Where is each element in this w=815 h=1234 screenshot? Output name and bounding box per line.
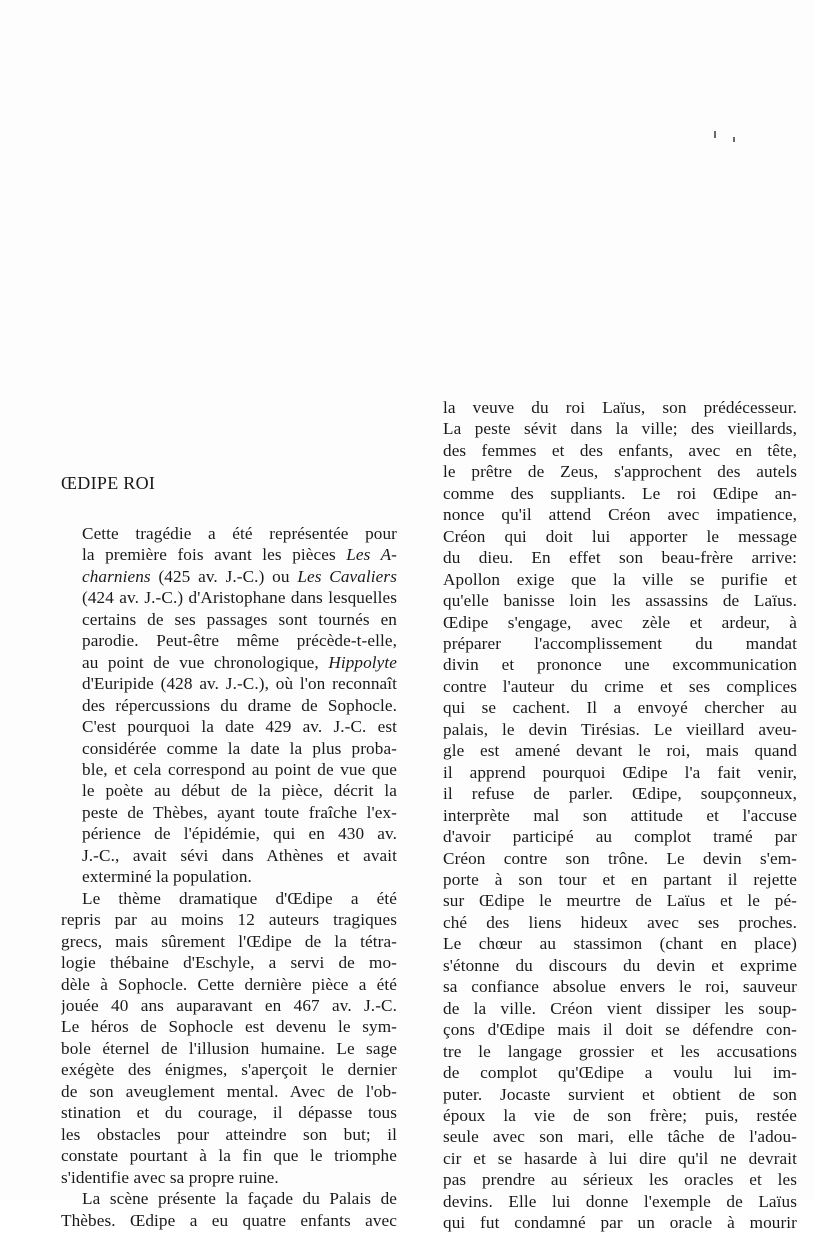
text-line: divin et prononce une excommunication — [443, 655, 797, 675]
text-line: cir et se hasarde à lui dire qu'il ne devrait — [443, 1148, 797, 1168]
text-line: Créon qui doit lui apporter le message — [443, 526, 797, 546]
text-line: périence de l'épidémie, qui en 430 av. — [82, 824, 397, 844]
text-line: du dieu. En effet son beau-frère arrive: — [443, 548, 797, 568]
paragraph-2 — [61, 888, 397, 1188]
text-line: palais, le devin Tirésias. Le vieillard aveu- — [443, 719, 797, 739]
text-line: certains de ses passages sont tournés en — [82, 609, 397, 629]
text-line: de son aveuglement mental. Avec de l'ob- — [61, 1081, 397, 1101]
text-line: Cette tragédie a été représentée pour — [82, 524, 397, 543]
text-line: parodie. Peut-être même précède-t-elle, — [82, 631, 397, 651]
text-line: bole éternel de l'illusion humaine. Le sage — [61, 1038, 397, 1058]
text-line: qui se cachent. Il a envoyé chercher au — [443, 698, 797, 718]
text-line: sa confiance absolue envers le roi, sauveur — [443, 977, 797, 997]
text-line: seule avec son mari, elle tâche de l'adou- — [443, 1127, 797, 1147]
text-line: puter. Jocaste survient et obtient de son — [443, 1084, 797, 1104]
text-line: d'avoir participé au complot tramé par — [443, 827, 797, 847]
text-line: considérée comme la date la plus proba- — [82, 738, 397, 758]
text-line: devins. Elle lui donne l'exemple de Laïus — [443, 1191, 797, 1211]
text-line: comme des suppliants. Le roi Œdipe an- — [443, 483, 797, 503]
text-line: de la ville. Créon vient dissiper les soup- — [443, 998, 797, 1018]
text-line: pas prendre au sérieux les oracles et les — [443, 1170, 797, 1190]
text-line: grecs, mais sûrement l'Œdipe de la tétra- — [61, 931, 397, 951]
text-line: Le héros de Sophocle est devenu le sym- — [61, 1017, 397, 1037]
text-line: exégète des énigmes, s'aperçoit le dernier — [61, 1060, 397, 1080]
play-title: Les Cavaliers — [297, 566, 397, 586]
text-line: la première fois avant les pièces Les A- — [82, 545, 397, 565]
text-line: charniens (425 av. J.-C.) ou Les Cavaliers — [82, 566, 397, 586]
text-line: qu'elle banisse loin les assassins de Laïus. — [443, 591, 797, 611]
paragraph-3 — [61, 1188, 397, 1231]
text-line: contre l'auteur du crime et ses complices — [443, 676, 797, 696]
text-line: nonce qu'il attend Créon avec impatience, — [443, 505, 797, 525]
text-line: au point de vue chronologique, Hippolyte — [82, 652, 397, 672]
text-line: peste de Thèbes, ayant toute fraîche l'ex- — [82, 802, 397, 822]
text-line: s'identifie avec sa propre ruine. — [61, 1167, 279, 1187]
text-line: tre le langage grossier et les accusations — [443, 1041, 797, 1061]
right-column — [443, 397, 797, 1234]
play-title: charniens — [82, 566, 151, 586]
text-line: La scène présente la façade du Palais de — [82, 1189, 397, 1209]
text-line: stination et du courage, il dépasse tous — [61, 1103, 397, 1123]
play-title: Les A- — [346, 545, 397, 565]
page-title: ŒDIPE ROI — [61, 473, 156, 493]
paragraph-4 — [443, 397, 797, 1234]
left-column — [61, 472, 397, 1231]
text-line: ble, et cela correspond au point de vue que — [82, 759, 397, 779]
text-line: il apprend pourquoi Œdipe l'a fait venir, — [443, 762, 797, 782]
text-line: des répercussions du drame de Sophocle. — [82, 695, 397, 715]
text-line: Apollon exige que la ville se purifie et — [443, 569, 797, 589]
text-line: dèle à Sophocle. Cette dernière pièce a été — [61, 974, 397, 994]
text-line: Thèbes. Œdipe a eu quatre enfants avec — [61, 1210, 397, 1230]
text-line: gle est amené devant le roi, mais quand — [443, 741, 797, 761]
paragraph-1 — [61, 523, 397, 888]
text-line: repris par au moins 12 auteurs tragiques — [61, 910, 397, 930]
text-line: constate pourtant à la fin que le triomphe — [61, 1146, 397, 1166]
text-line: porte à son tour et en partant il rejette — [443, 869, 797, 889]
text-line: interprète mal son attitude et l'accuse — [443, 805, 797, 825]
text-line: il refuse de parler. Œdipe, soupçonneux, — [443, 784, 797, 804]
text-line: jouée 40 ans auparavant en 467 av. J.-C. — [61, 995, 397, 1015]
scan-speck — [733, 137, 735, 142]
text-line: çons d'Œdipe mais il doit se défendre con- — [443, 1020, 797, 1040]
text-line: (424 av. J.-C.) d'Aristophane dans lesquelles — [82, 588, 397, 608]
text-line: le poète au début de la pièce, décrit la — [82, 781, 397, 801]
text-line: des femmes et des enfants, avec en tête, — [443, 440, 797, 460]
text-line: Le thème dramatique d'Œdipe a été — [82, 888, 397, 908]
play-title: Hippolyte — [328, 652, 397, 672]
text-line: préparer l'accomplissement du mandat — [443, 633, 797, 653]
text-line: d'Euripide (428 av. J.-C.), où l'on reconnaît — [82, 674, 397, 694]
text-line: Le chœur au stassimon (chant en place) — [443, 934, 797, 954]
text-line: C'est pourquoi la date 429 av. J.-C. est — [82, 717, 397, 737]
text-line: s'étonne du discours du devin et exprime — [443, 955, 797, 975]
text-line: exterminé la population. — [82, 867, 252, 887]
text-line: sur Œdipe le meurtre de Laïus et le pé- — [443, 891, 797, 911]
text-line: qui fut condamné par un oracle à mourir — [443, 1213, 797, 1233]
text-line: le prêtre de Zeus, s'approchent des autels — [443, 462, 797, 482]
text-line: la veuve du roi Laïus, son prédécesseur. — [443, 398, 797, 417]
text-line: époux la vie de son frère; puis, restée — [443, 1105, 797, 1125]
scan-speck — [714, 131, 716, 138]
text-line: logie thébaine d'Eschyle, a servi de mo- — [61, 953, 397, 973]
text-line: Créon contre son trône. Le devin s'em- — [443, 848, 797, 868]
text-line: Œdipe s'engage, avec zèle et ardeur, à — [443, 612, 797, 632]
text-line: J.-C., avait sévi dans Athènes et avait — [82, 845, 397, 865]
text-line: de complot qu'Œdipe a voulu lui im- — [443, 1063, 797, 1083]
text-line: La peste sévit dans la ville; des vieillards, — [443, 419, 797, 439]
text-line: ché des liens hideux avec ses proches. — [443, 912, 797, 932]
text-line: les obstacles pour atteindre son but; il — [61, 1124, 397, 1144]
